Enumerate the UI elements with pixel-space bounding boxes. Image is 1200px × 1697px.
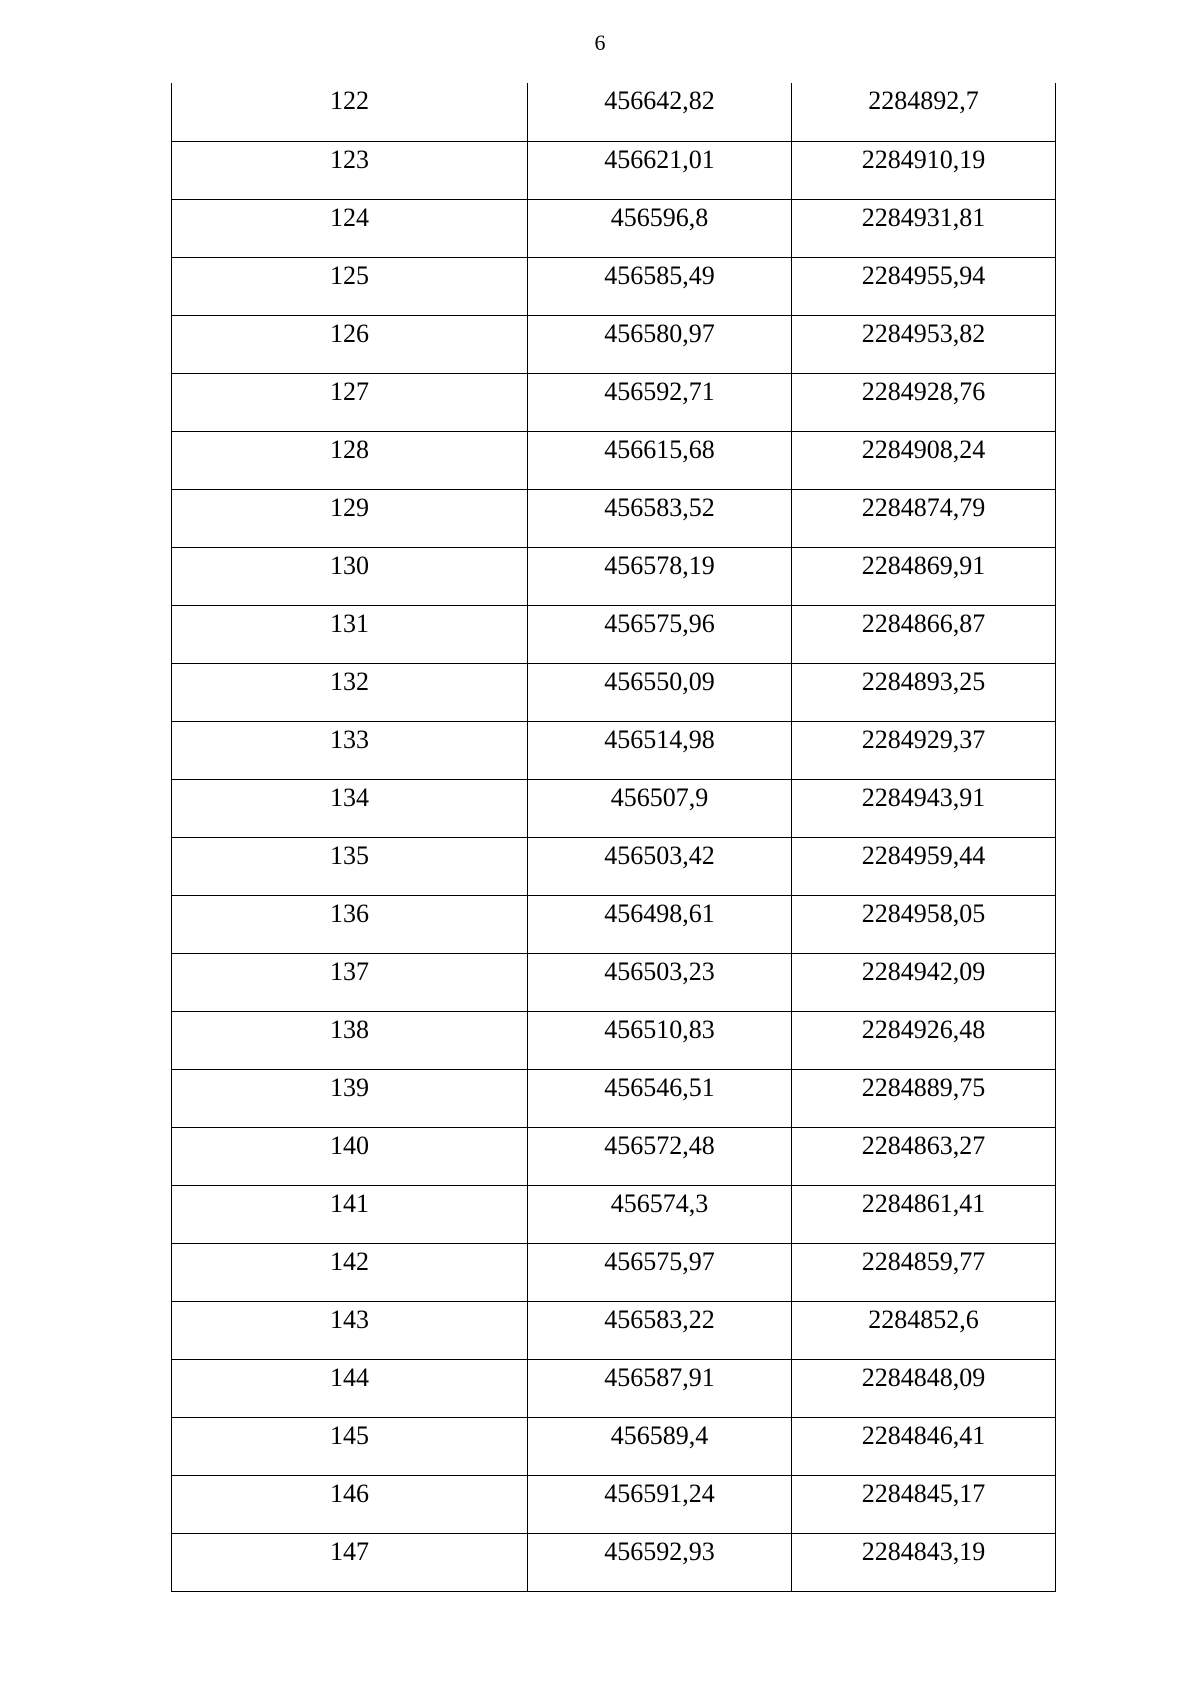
cell-point-number: 141 <box>172 1185 528 1243</box>
cell-y-coordinate: 2284953,82 <box>792 315 1056 373</box>
cell-point-number: 142 <box>172 1243 528 1301</box>
cell-x-coordinate: 456578,19 <box>528 547 792 605</box>
cell-point-number: 134 <box>172 779 528 837</box>
cell-point-number: 144 <box>172 1359 528 1417</box>
page-number: 6 <box>594 30 606 55</box>
cell-point-number: 125 <box>172 257 528 315</box>
cell-x-coordinate: 456592,93 <box>528 1533 792 1591</box>
table-row <box>172 1533 1056 1591</box>
table-row <box>172 489 1056 547</box>
table-row <box>172 721 1056 779</box>
table-row <box>172 1127 1056 1185</box>
coordinates-table <box>171 83 1056 1592</box>
table-row <box>172 431 1056 489</box>
cell-y-coordinate: 2284874,79 <box>792 489 1056 547</box>
cell-x-coordinate: 456574,3 <box>528 1185 792 1243</box>
table-row <box>172 1011 1056 1069</box>
cell-x-coordinate: 456583,22 <box>528 1301 792 1359</box>
cell-y-coordinate: 2284942,09 <box>792 953 1056 1011</box>
cell-point-number: 124 <box>172 199 528 257</box>
cell-y-coordinate: 2284931,81 <box>792 199 1056 257</box>
table-row <box>172 199 1056 257</box>
cell-x-coordinate: 456583,52 <box>528 489 792 547</box>
cell-x-coordinate: 456550,09 <box>528 663 792 721</box>
cell-x-coordinate: 456587,91 <box>528 1359 792 1417</box>
cell-y-coordinate: 2284889,75 <box>792 1069 1056 1127</box>
cell-x-coordinate: 456589,4 <box>528 1417 792 1475</box>
cell-point-number: 145 <box>172 1417 528 1475</box>
cell-x-coordinate: 456642,82 <box>528 83 792 141</box>
cell-point-number: 143 <box>172 1301 528 1359</box>
cell-x-coordinate: 456498,61 <box>528 895 792 953</box>
table-row <box>172 1243 1056 1301</box>
cell-y-coordinate: 2284908,24 <box>792 431 1056 489</box>
cell-x-coordinate: 456596,8 <box>528 199 792 257</box>
cell-y-coordinate: 2284859,77 <box>792 1243 1056 1301</box>
cell-point-number: 126 <box>172 315 528 373</box>
table-row <box>172 373 1056 431</box>
table-row <box>172 1417 1056 1475</box>
cell-point-number: 130 <box>172 547 528 605</box>
table-row <box>172 315 1056 373</box>
table-row <box>172 837 1056 895</box>
table-row <box>172 1185 1056 1243</box>
cell-y-coordinate: 2284959,44 <box>792 837 1056 895</box>
table-row <box>172 1359 1056 1417</box>
cell-point-number: 122 <box>172 83 528 141</box>
cell-point-number: 139 <box>172 1069 528 1127</box>
cell-point-number: 136 <box>172 895 528 953</box>
cell-x-coordinate: 456572,48 <box>528 1127 792 1185</box>
cell-y-coordinate: 2284958,05 <box>792 895 1056 953</box>
cell-point-number: 138 <box>172 1011 528 1069</box>
coordinates-table-body <box>172 83 1056 1591</box>
cell-x-coordinate: 456507,9 <box>528 779 792 837</box>
table-row <box>172 547 1056 605</box>
cell-point-number: 140 <box>172 1127 528 1185</box>
cell-x-coordinate: 456503,23 <box>528 953 792 1011</box>
cell-x-coordinate: 456621,01 <box>528 141 792 199</box>
cell-x-coordinate: 456575,97 <box>528 1243 792 1301</box>
table-row <box>172 141 1056 199</box>
cell-y-coordinate: 2284845,17 <box>792 1475 1056 1533</box>
cell-point-number: 147 <box>172 1533 528 1591</box>
cell-x-coordinate: 456503,42 <box>528 837 792 895</box>
cell-x-coordinate: 456591,24 <box>528 1475 792 1533</box>
cell-y-coordinate: 2284852,6 <box>792 1301 1056 1359</box>
table-row <box>172 1301 1056 1359</box>
cell-point-number: 133 <box>172 721 528 779</box>
cell-point-number: 137 <box>172 953 528 1011</box>
cell-x-coordinate: 456546,51 <box>528 1069 792 1127</box>
cell-y-coordinate: 2284928,76 <box>792 373 1056 431</box>
cell-x-coordinate: 456575,96 <box>528 605 792 663</box>
cell-y-coordinate: 2284943,91 <box>792 779 1056 837</box>
table-row <box>172 1475 1056 1533</box>
cell-point-number: 123 <box>172 141 528 199</box>
table-row <box>172 257 1056 315</box>
cell-y-coordinate: 2284866,87 <box>792 605 1056 663</box>
cell-point-number: 127 <box>172 373 528 431</box>
cell-y-coordinate: 2284861,41 <box>792 1185 1056 1243</box>
cell-y-coordinate: 2284869,91 <box>792 547 1056 605</box>
cell-y-coordinate: 2284926,48 <box>792 1011 1056 1069</box>
table-row <box>172 953 1056 1011</box>
table-row <box>172 605 1056 663</box>
cell-point-number: 146 <box>172 1475 528 1533</box>
table-row <box>172 663 1056 721</box>
cell-x-coordinate: 456580,97 <box>528 315 792 373</box>
cell-x-coordinate: 456510,83 <box>528 1011 792 1069</box>
cell-y-coordinate: 2284892,7 <box>792 83 1056 141</box>
cell-y-coordinate: 2284910,19 <box>792 141 1056 199</box>
cell-y-coordinate: 2284843,19 <box>792 1533 1056 1591</box>
table-row <box>172 779 1056 837</box>
cell-y-coordinate: 2284863,27 <box>792 1127 1056 1185</box>
table-row <box>172 895 1056 953</box>
cell-y-coordinate: 2284929,37 <box>792 721 1056 779</box>
cell-y-coordinate: 2284955,94 <box>792 257 1056 315</box>
table-row <box>172 83 1056 141</box>
cell-x-coordinate: 456592,71 <box>528 373 792 431</box>
cell-point-number: 131 <box>172 605 528 663</box>
cell-point-number: 135 <box>172 837 528 895</box>
cell-point-number: 128 <box>172 431 528 489</box>
cell-y-coordinate: 2284846,41 <box>792 1417 1056 1475</box>
cell-x-coordinate: 456585,49 <box>528 257 792 315</box>
cell-point-number: 129 <box>172 489 528 547</box>
cell-x-coordinate: 456514,98 <box>528 721 792 779</box>
cell-y-coordinate: 2284848,09 <box>792 1359 1056 1417</box>
cell-x-coordinate: 456615,68 <box>528 431 792 489</box>
table-row <box>172 1069 1056 1127</box>
cell-point-number: 132 <box>172 663 528 721</box>
cell-y-coordinate: 2284893,25 <box>792 663 1056 721</box>
